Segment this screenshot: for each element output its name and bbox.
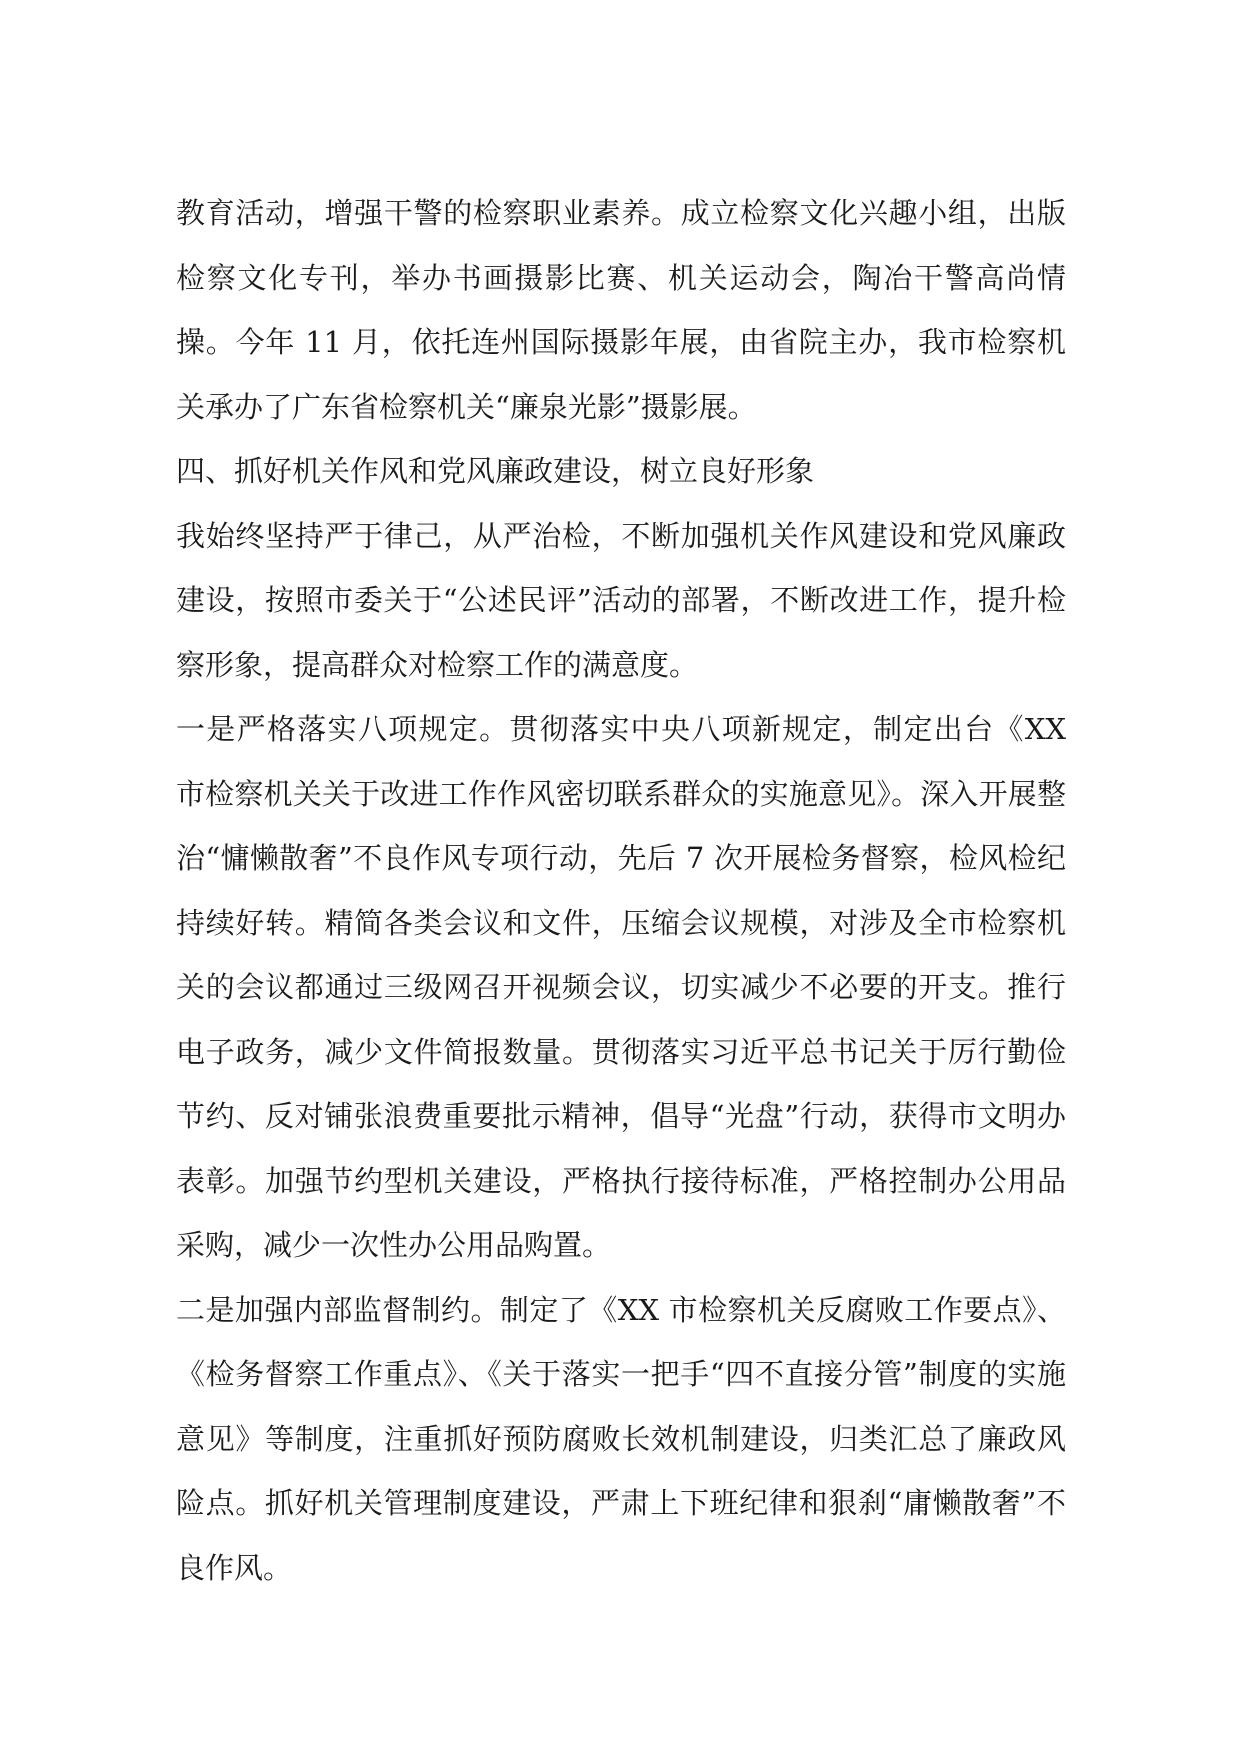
paragraph-eight-rules: 一是严格落实八项规定。贯彻落实中央八项新规定，制定出台《XX 市检察机关关于改进工作作风密切联系群众的实施意见》。深入开展整治“慵懒散奢”不良作风专项行动，先后 7 次开展检务督察，检风检纪持续好转。精简各类会议和文件，压缩会议规模，对涉及全市检察机关的会议都通过三级网召开视频会议，切实减少不必要的开支。推行电子政务，减少文件简报数量。贯彻落实习近平总书记关于厉行勤俭节约、反对铺张浪费重要批示精神，倡导“光盘”行动，获得市文明办表彰。加强节约型机关建设，严格执行接待标准，严格控制办公用品采购，减少一次性办公用品购置。 xyxy=(176,712,1066,1262)
document-body xyxy=(176,181,1066,1600)
paragraph-internal-supervision: 二是加强内部监督制约。制定了《XX 市检察机关反腐败工作要点》、《检务督察工作重点》、《关于落实一把手“四不直接分管”制度的实施意见》等制度，注重抓好预防腐败长效机制建设，归类汇总了廉政风险点。抓好机关管理制度建设，严肃上下班纪律和狠刹“庸懒散奢”不良作风。 xyxy=(176,1292,1066,1585)
section-heading-four: 四、抓好机关作风和党风廉政建设，树立良好形象 xyxy=(176,454,815,488)
paragraph-culture-activities: 教育活动，增强干警的检察职业素养。成立检察文化兴趣小组，出版检察文化专刊，举办书画摄影比赛、机关运动会，陶冶干警高尚情操。今年 11 月，依托连州国际摄影年展，由省院主办，我市检察机关承办了广东省检察机关“廉泉光影”摄影展。 xyxy=(176,196,1066,424)
paragraph-self-discipline: 我始终坚持严于律己，从严治检，不断加强机关作风建设和党风廉政建设，按照市委关于“公述民评”活动的部署，不断改进工作，提升检察形象，提高群众对检察工作的满意度。 xyxy=(176,518,1066,682)
